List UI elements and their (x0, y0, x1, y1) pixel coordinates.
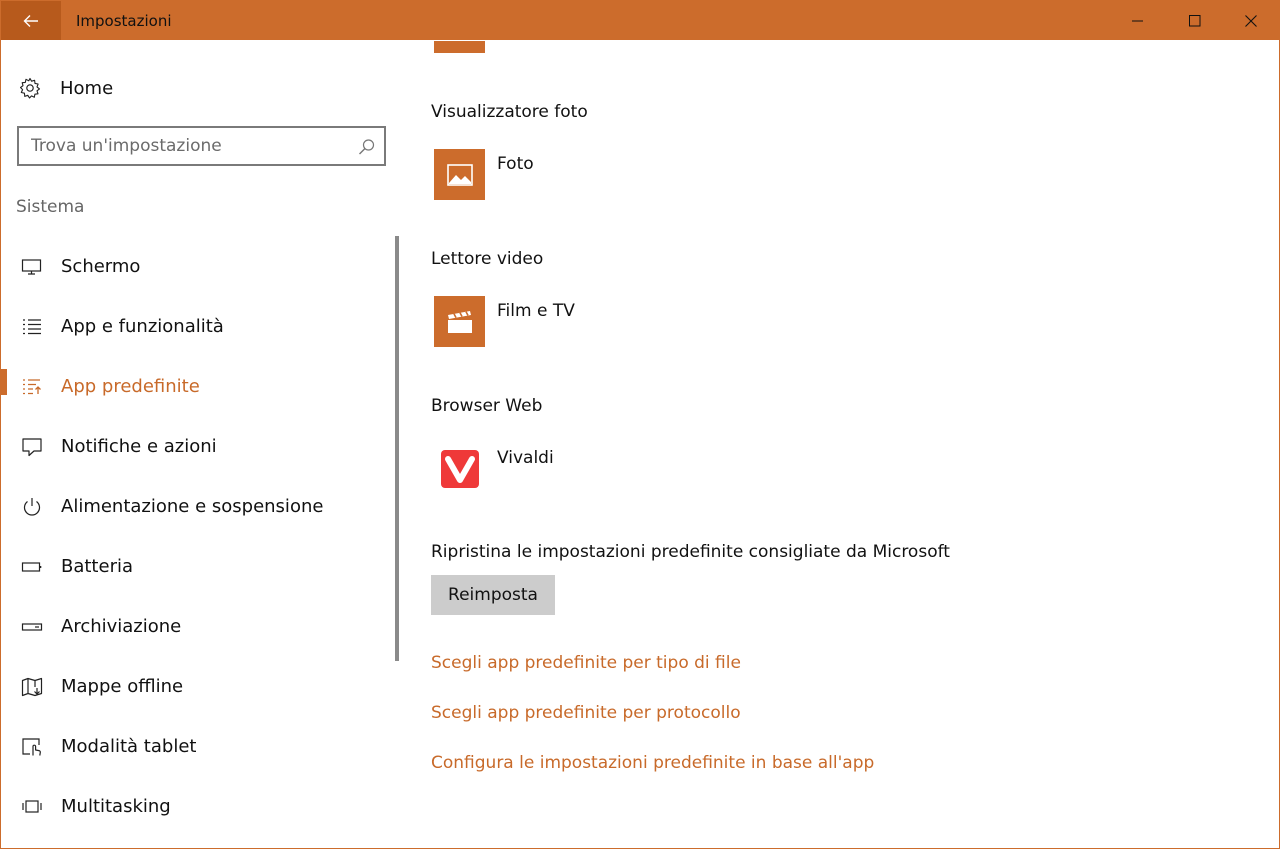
monitor-icon (21, 258, 43, 276)
sidebar-item-app-funzionalita[interactable] (1, 307, 391, 347)
app-name: Film e TV (497, 301, 575, 321)
sidebar-item-multitasking[interactable] (1, 787, 391, 827)
link-default-apps-by-protocol[interactable]: Scegli app predefinite per protocollo (431, 703, 741, 723)
sidebar-item-label: App predefinite (61, 376, 200, 397)
search-input[interactable] (31, 135, 351, 157)
power-icon (21, 497, 43, 517)
sidebar-item-label: Notifiche e azioni (61, 436, 217, 457)
back-arrow-icon (23, 14, 39, 28)
link-set-defaults-by-app[interactable]: Configura le impostazioni predefinite in base all'app (431, 753, 875, 773)
list-icon (21, 318, 43, 336)
storage-icon (21, 618, 43, 636)
home-nav[interactable] (19, 75, 113, 101)
sidebar-item-notifiche[interactable] (1, 427, 391, 467)
app-name: Foto (497, 154, 534, 174)
maximize-button[interactable] (1166, 1, 1223, 40)
sidebar-item-alimentazione[interactable] (1, 487, 391, 527)
battery-icon (21, 558, 43, 576)
window-title: Impostazioni (76, 12, 172, 30)
sidebar-item-label: App e funzionalità (61, 316, 224, 337)
sidebar-item-label: Archiviazione (61, 616, 182, 637)
sidebar-item-label: Multitasking (61, 796, 171, 817)
group-title-photo-viewer: Visualizzatore foto (431, 102, 588, 122)
close-icon (1245, 15, 1257, 27)
close-button[interactable] (1222, 1, 1279, 40)
default-apps-icon (21, 378, 43, 396)
sidebar-item-schermo[interactable] (1, 247, 391, 287)
partial-app-tile (434, 41, 485, 53)
active-indicator (1, 369, 7, 395)
photos-app-tile (434, 149, 485, 200)
sidebar-item-app-predefinite[interactable] (1, 367, 391, 407)
minimize-icon (1132, 15, 1144, 27)
home-label: Home (60, 77, 114, 99)
sidebar-item-label: Modalità tablet (61, 736, 197, 757)
film-tv-app-tile (434, 296, 485, 347)
sidebar-scrollbar[interactable] (395, 236, 399, 661)
vivaldi-icon (440, 449, 480, 489)
minimize-button[interactable] (1109, 1, 1166, 40)
sidebar-item-label: Mappe offline (61, 676, 184, 697)
sidebar-item-label: Schermo (61, 256, 141, 277)
sidebar-item-label: Batteria (61, 556, 133, 577)
vivaldi-app-tile (434, 443, 485, 494)
group-title-web-browser: Browser Web (431, 396, 543, 416)
multitasking-icon (21, 798, 43, 816)
map-icon (21, 677, 43, 697)
search-box (17, 126, 386, 166)
gear-icon (19, 77, 41, 99)
maximize-icon (1189, 15, 1201, 27)
title-bar (1, 1, 1279, 40)
search-icon[interactable] (358, 138, 376, 156)
notification-icon (21, 437, 43, 457)
section-title: Sistema (16, 197, 85, 217)
sidebar-item-batteria[interactable] (1, 547, 391, 587)
back-button[interactable] (1, 1, 61, 40)
photos-icon (447, 164, 473, 186)
reset-description: Ripristina le impostazioni predefinite consigliate da Microsoft (431, 542, 950, 562)
sidebar-item-archiviazione[interactable] (1, 607, 391, 647)
tablet-icon (21, 737, 43, 757)
film-icon (446, 310, 474, 334)
sidebar-item-mappe-offline[interactable] (1, 667, 391, 707)
link-default-apps-by-file-type[interactable]: Scegli app predefinite per tipo di file (431, 653, 741, 673)
reset-button[interactable]: Reimposta (431, 575, 555, 615)
sidebar-item-modalita-tablet[interactable] (1, 727, 391, 767)
app-name: Vivaldi (497, 448, 554, 468)
sidebar-item-label: Alimentazione e sospensione (61, 496, 324, 517)
group-title-video-player: Lettore video (431, 249, 544, 269)
